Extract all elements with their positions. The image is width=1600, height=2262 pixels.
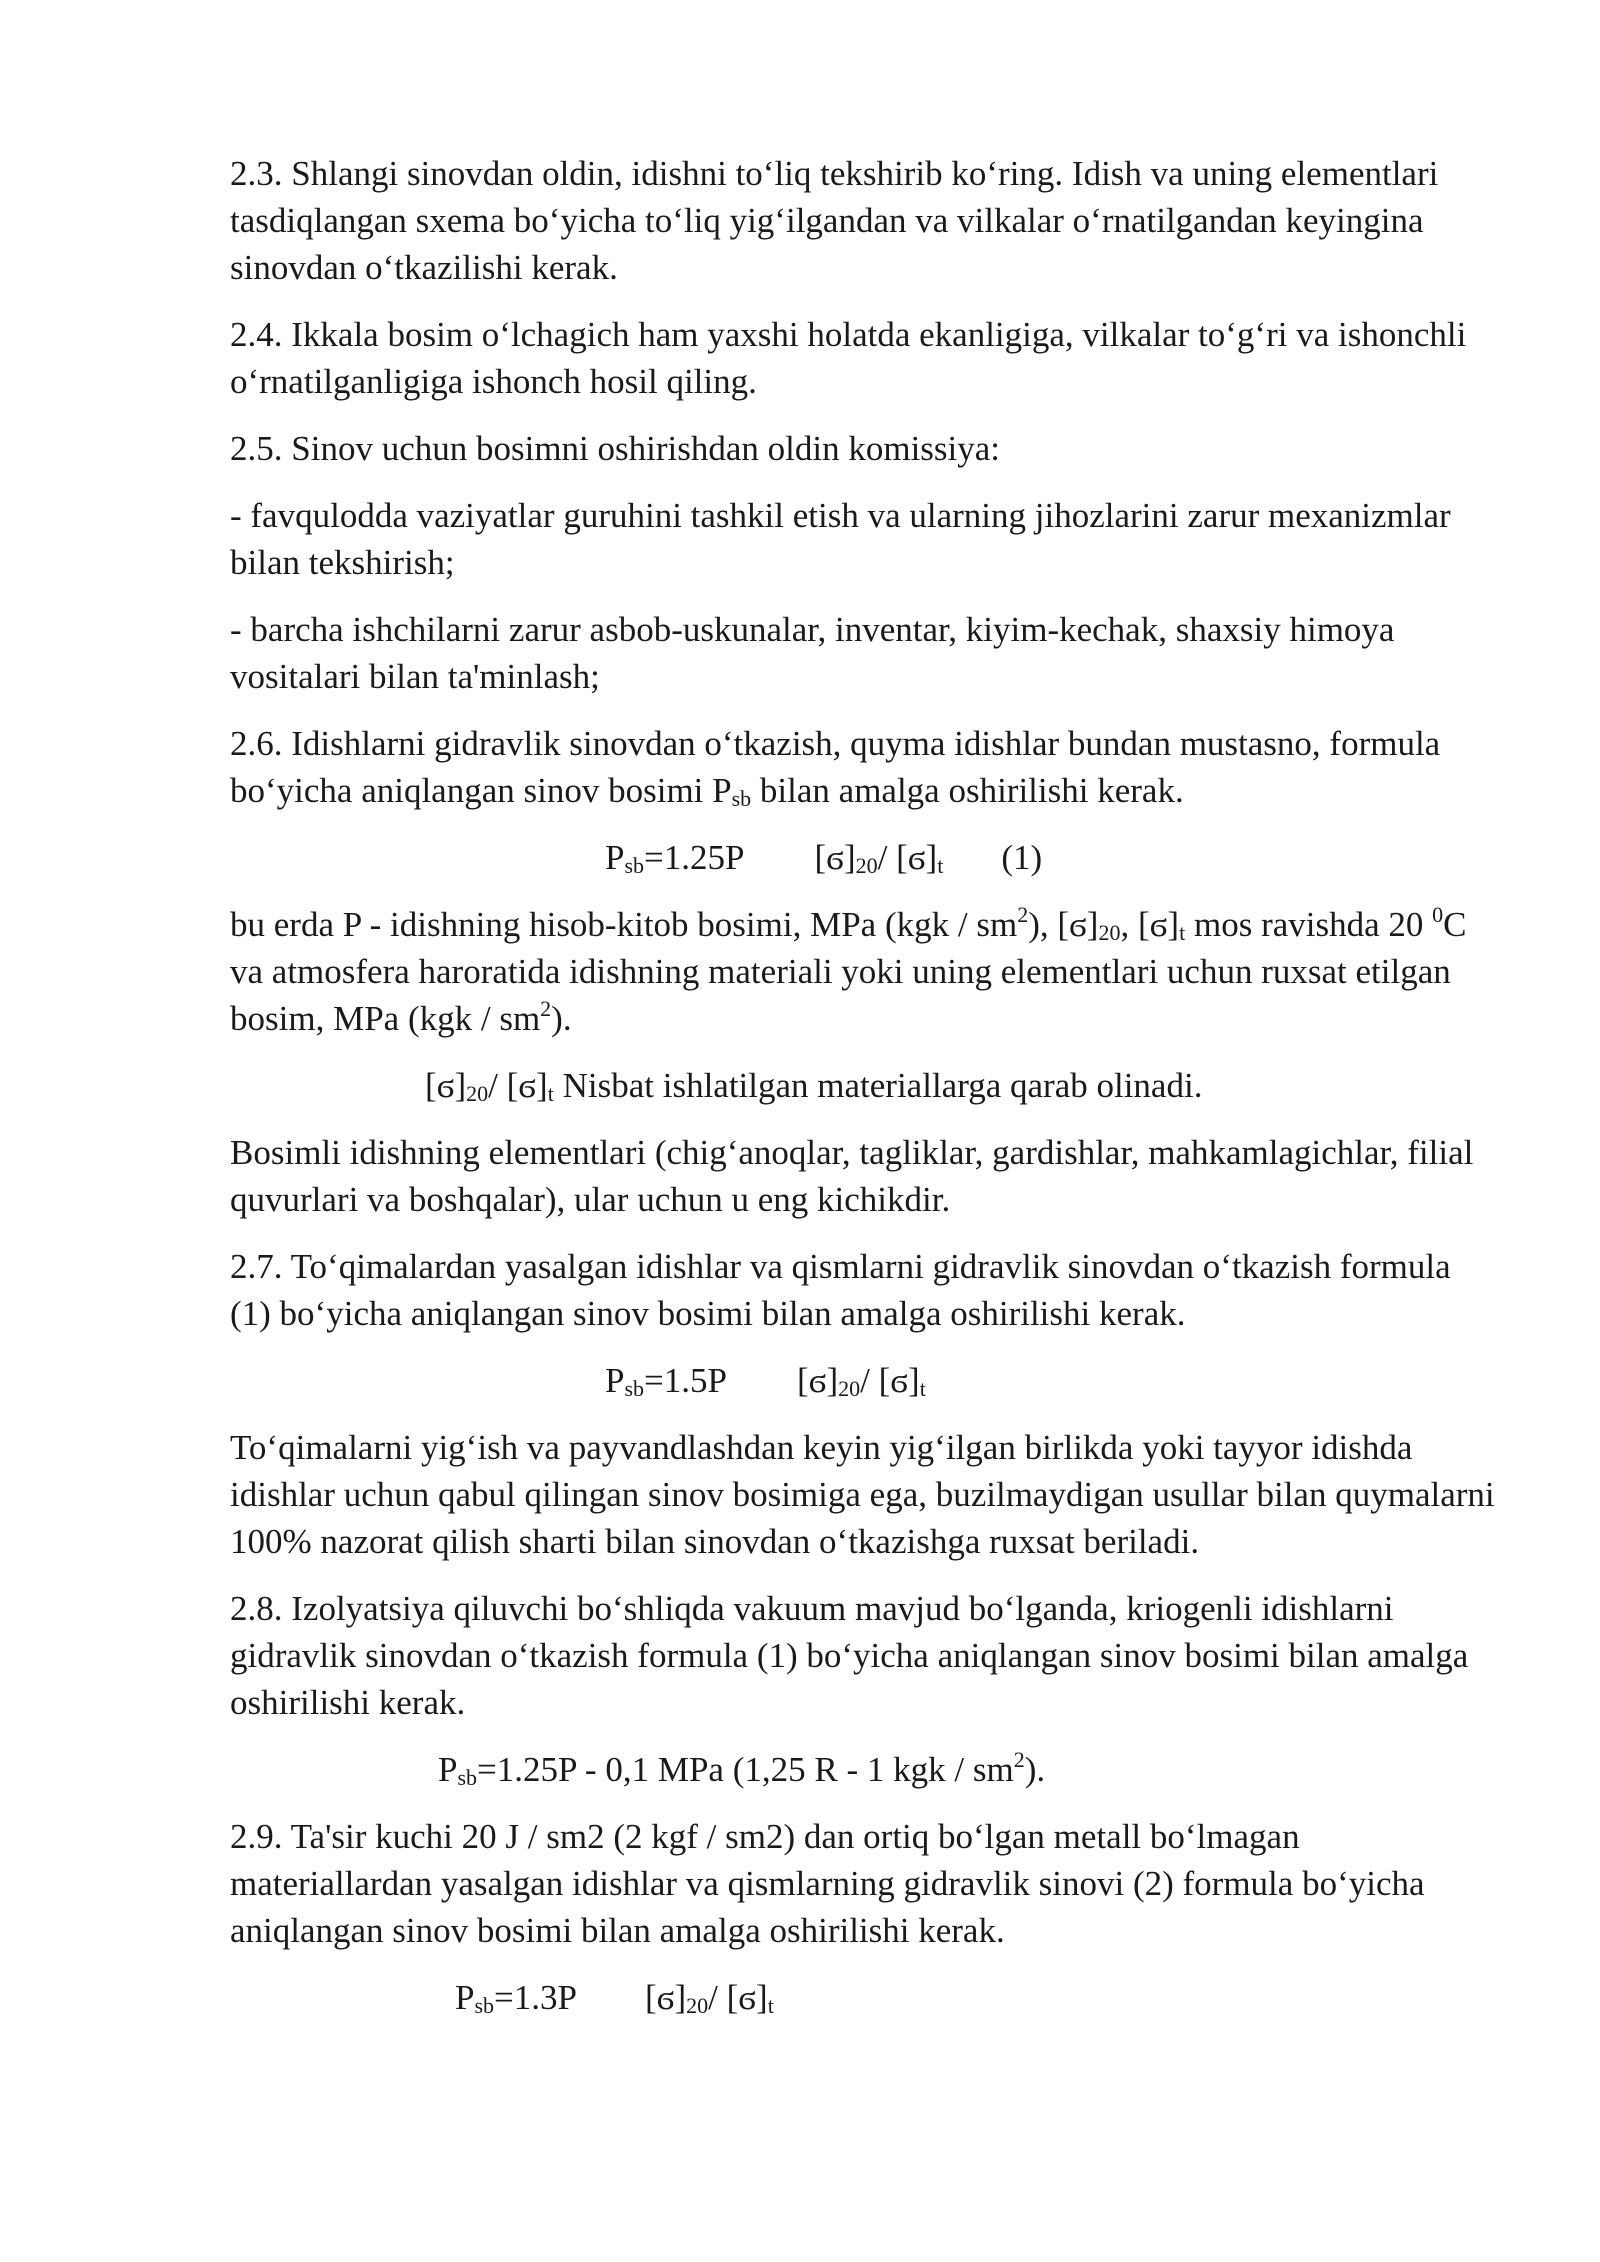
formula-4-ratio-a: [ϭ] — [645, 1978, 687, 2017]
where-sub-t: t — [1179, 920, 1186, 945]
list-item-emergency-group: - favqulodda vaziyatlar guruhini tashkil etish va ularning jihozlarini zarur mexanizmlar bilan tekshirish; — [230, 496, 1451, 582]
where-sup-1: 2 — [1017, 902, 1029, 927]
formula-2-ratio-a: [ϭ] — [797, 1361, 839, 1400]
where-text-c: , [ϭ] — [1120, 905, 1180, 944]
ratio-note-a: [ϭ] — [425, 1066, 467, 1105]
paragraph-2-7: 2.7. To‘qimalardan yasalgan idishlar va qismlarni gidravlik sinovdan o‘tkazish formula (1) bo‘yicha aniqlangan sinov bosimi bilan amalga oshirilishi kerak. — [230, 1247, 1451, 1333]
list-item-equip-workers: - barcha ishchilarni zarur asbob-uskunalar, inventar, kiyim-kechak, shaxsiy himoya vositalari bilan ta'minlash; — [230, 610, 1395, 696]
formula-2-sub-t: t — [919, 1376, 926, 1401]
formula-4-sub-t: t — [767, 1993, 774, 2018]
formula-1-ratio-b: / [ϭ] — [877, 838, 938, 877]
paragraph-elements: Bosimli idishning elementlari (chig‘anoqlar, tagliklar, gardishlar, mahkamlagichlar, filial quvurlari va boshqalar), ular uchun u eng kichikdir. — [230, 1133, 1474, 1219]
formula-1-number: (1) — [1001, 838, 1043, 877]
ratio-note-b: / [ϭ] — [488, 1066, 548, 1105]
where-text-f: ). — [551, 999, 572, 1038]
formula-1-ratio-a: [ϭ] — [814, 838, 856, 877]
formula-1-sub-20: 20 — [855, 853, 878, 878]
where-sup-2: 2 — [540, 996, 552, 1021]
formula-4-sub-20: 20 — [686, 1993, 709, 2018]
formula-2-ratio-b: / [ϭ] — [860, 1361, 920, 1400]
formula-1-p: P — [605, 838, 625, 877]
formula-1-sub-sb: sb — [624, 853, 645, 878]
where-sup-0: 0 — [1432, 902, 1444, 927]
formula-2 — [230, 1357, 1500, 1404]
where-text-b: ), [ϭ] — [1028, 905, 1099, 944]
formula-3-end: ). — [1024, 1750, 1046, 1789]
formula-2-p: P — [605, 1361, 625, 1400]
paragraph-where — [230, 901, 1500, 1042]
formula-2-equation: =1.5P — [644, 1361, 727, 1400]
paragraph-2-4: 2.4. Ikkala bosim o‘lchagich ham yaxshi holatda ekanligiga, vilkalar to‘g‘ri va ishonchli o‘rnatilganligiga ishonch hosil qiling. — [230, 315, 1467, 401]
where-sub-20: 20 — [1098, 920, 1121, 945]
where-text-e: C va atmosfera haroratida idishning materiali yoki uning elementlari uchun ruxsat etilgan bosim, MPa (kgk / sm — [230, 905, 1467, 1038]
formula-4 — [230, 1974, 1500, 2021]
formula-4-ratio-b: / [ϭ] — [708, 1978, 768, 2017]
paragraph-2-8: 2.8. Izolyatsiya qiluvchi bo‘shliqda vakuum mavjud bo‘lganda, kriogenli idishlarni gidravlik sinovdan o‘tkazish formula (1) bo‘yicha aniqlangan sinov bosimi bilan amalga oshirilishi kerak. — [230, 1589, 1469, 1722]
formula-3-sub-sb: sb — [457, 1765, 478, 1790]
document-page — [230, 150, 1500, 2041]
formula-3-sup-2: 2 — [1013, 1747, 1025, 1772]
ratio-note-sub-20: 20 — [466, 1081, 489, 1106]
paragraph-2-5: 2.5. Sinov uchun bosimni oshirishdan oldin komissiya: — [230, 429, 1001, 468]
ratio-note — [230, 1062, 1500, 1109]
formula-3-p: P — [438, 1750, 458, 1789]
formula-1 — [230, 834, 1500, 881]
paragraph-2-9: 2.9. Ta'sir kuchi 20 J / sm2 (2 kgf / sm2) dan ortiq bo‘lgan metall bo‘lmagan materiallardan yasalgan idishlar va qismlarning gidravlik sinovi (2) formula bo‘yicha aniqlangan sinov bosimi bilan amalga oshirilishi kerak. — [230, 1817, 1425, 1950]
formula-1-sub-t: t — [937, 853, 944, 878]
where-text-a: bu erda P - idishning hisob-kitob bosimi, MPa (kgk / sm — [230, 905, 1018, 944]
paragraph-2-3: 2.3. Shlangi sinovdan oldin, idishni to‘liq tekshirib ko‘ring. Idish va uning elementlari tasdiqlangan sxema bo‘yicha to‘liq yig‘ilgandan va vilkalar o‘rnatilgandan keyingina sinovdan o‘tkazilishi kerak. — [230, 154, 1439, 287]
where-text-d: mos ravishda 20 — [1185, 905, 1433, 944]
ratio-note-text: Nisbat ishlatilgan materiallarga qarab olinadi. — [553, 1066, 1203, 1105]
paragraph-2-6-text: 2.6. Idishlarni gidravlik sinovdan o‘tkazish, quyma idishlar bundan mustasno, formula bo‘yicha aniqlangan sinov bosimi P — [230, 724, 1441, 810]
formula-1-equation: =1.25P — [644, 838, 745, 877]
formula-4-p: P — [455, 1978, 475, 2017]
formula-2-sub-sb: sb — [624, 1376, 645, 1401]
paragraph-2-6-end: bilan amalga oshirilishi kerak. — [751, 771, 1184, 810]
formula-4-sub-sb: sb — [474, 1993, 495, 2018]
formula-4-equation: =1.3P — [494, 1978, 577, 2017]
paragraph-textiles: To‘qimalarni yig‘ish va payvandlashdan keyin yig‘ilgan birlikda yoki tayyor idishda idishlar uchun qabul qilingan sinov bosimiga ega, buzilmaydigan usullar bilan quymalarni 100% nazorat qilish sharti bilan sinovdan o‘tkazishga ruxsat beriladi. — [230, 1428, 1495, 1561]
formula-2-sub-20: 20 — [838, 1376, 861, 1401]
ratio-note-sub-t: t — [547, 1081, 554, 1106]
formula-3-equation: =1.25P - 0,1 MPa (1,25 R - 1 kgk / sm — [477, 1750, 1014, 1789]
formula-3 — [230, 1746, 1500, 1793]
paragraph-2-6 — [230, 720, 1500, 814]
subscript-sb: sb — [731, 786, 752, 811]
